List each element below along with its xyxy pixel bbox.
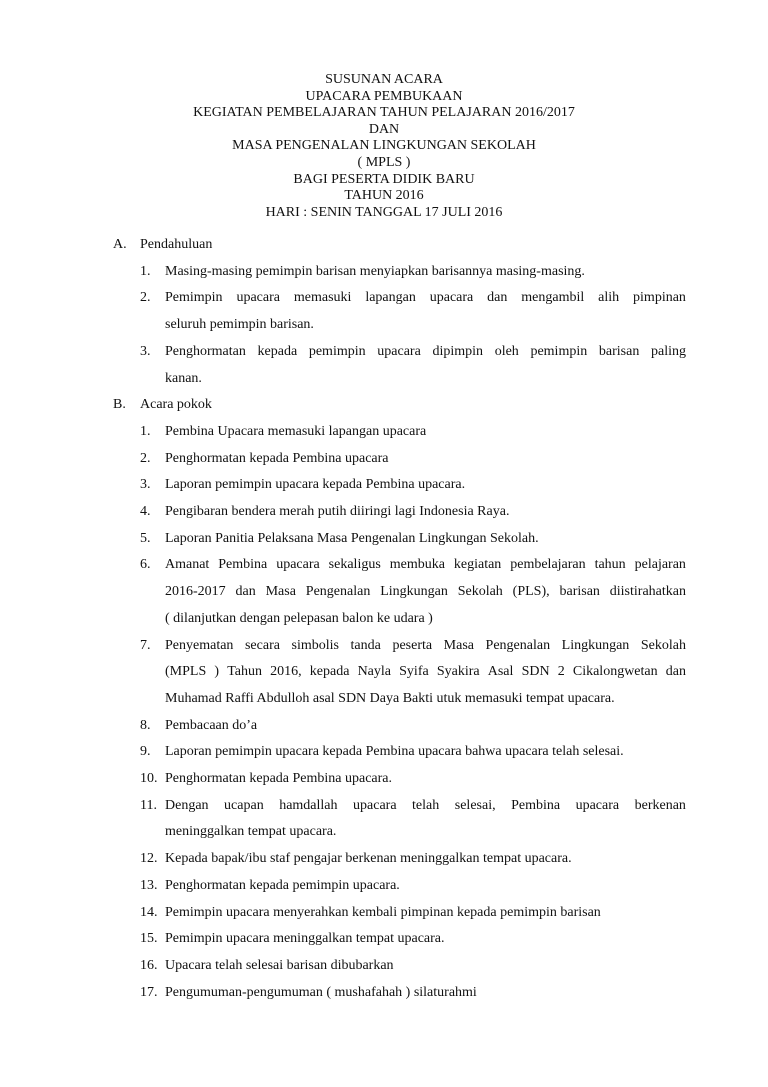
word: dan bbox=[235, 584, 256, 600]
section-letter: B. bbox=[113, 397, 126, 413]
word: upacara bbox=[377, 343, 421, 359]
word: pemimpin bbox=[308, 343, 366, 359]
title-line: UPACARA PEMBUKAAN bbox=[305, 88, 463, 104]
item-text bbox=[165, 472, 686, 499]
word: secara bbox=[244, 637, 280, 653]
item-number: 1. bbox=[140, 263, 151, 279]
item-text bbox=[165, 552, 686, 632]
word: lapangan bbox=[365, 290, 416, 306]
item-line: Penghormatan kepada Pembina upacara bbox=[165, 450, 389, 466]
item-text bbox=[165, 526, 686, 553]
word: kepada bbox=[257, 343, 298, 359]
word: ucapan bbox=[224, 797, 264, 813]
word: upacara bbox=[575, 797, 620, 813]
item-line: Pemimpin upacara meninggalkan tempat upacara. bbox=[165, 931, 445, 947]
item-text bbox=[165, 713, 686, 740]
word: 2016-2017 bbox=[165, 584, 226, 600]
item-number: 6. bbox=[140, 557, 151, 573]
list-item bbox=[113, 926, 686, 953]
list-item bbox=[113, 633, 686, 713]
word: diistirahatkan bbox=[609, 584, 686, 600]
item-line: Pemimpin upacara menyerahkan kembali pimpinan kepada pemimpin barisan bbox=[165, 904, 601, 920]
word: tahun bbox=[594, 557, 626, 573]
item-line bbox=[165, 552, 686, 579]
word: pembelajaran bbox=[510, 557, 586, 573]
word: simbolis bbox=[291, 637, 339, 653]
word: alih bbox=[598, 290, 620, 306]
item-number: 14. bbox=[140, 904, 158, 920]
item-text bbox=[165, 766, 686, 793]
word: Dengan bbox=[165, 797, 209, 813]
item-number: 13. bbox=[140, 877, 158, 893]
item-line bbox=[165, 633, 686, 660]
word: Amanat bbox=[165, 557, 210, 573]
word: Penyematan bbox=[165, 637, 234, 653]
word: Pembina bbox=[218, 557, 268, 573]
word: Syifa bbox=[399, 664, 429, 680]
word: Tahun bbox=[227, 664, 262, 680]
item-number: 16. bbox=[140, 957, 158, 973]
word: upacara bbox=[276, 557, 320, 573]
word: Syakira bbox=[436, 664, 480, 680]
item-text bbox=[165, 980, 686, 1007]
title-line: SUSUNAN ACARA bbox=[325, 72, 443, 87]
item-line: Upacara telah selesai barisan dibubarkan bbox=[165, 957, 394, 973]
item-line bbox=[165, 793, 686, 820]
item-number: 2. bbox=[140, 450, 151, 466]
item-text bbox=[165, 633, 686, 713]
word: Pengenalan bbox=[485, 637, 551, 653]
list-item bbox=[113, 766, 686, 793]
list-item bbox=[113, 419, 686, 446]
section-letter: A. bbox=[113, 237, 127, 252]
word: dan bbox=[665, 664, 686, 680]
word: Nayla bbox=[357, 664, 391, 680]
item-text bbox=[165, 900, 686, 927]
word: pelajaran bbox=[634, 557, 686, 573]
item-number: 10. bbox=[140, 771, 158, 787]
item-line: Pengibaran bendera merah putih diiringi lagi Indonesia Raya. bbox=[165, 504, 510, 520]
word: telah bbox=[412, 797, 440, 813]
word: kepada bbox=[309, 664, 350, 680]
word: selesai, bbox=[454, 797, 496, 813]
item-text bbox=[165, 419, 686, 446]
word: memasuki bbox=[293, 290, 352, 306]
word: Pembina bbox=[511, 797, 561, 813]
word: dan bbox=[487, 290, 508, 306]
section-heading bbox=[113, 392, 686, 419]
item-line bbox=[165, 579, 686, 606]
word: Lingkungan bbox=[561, 637, 630, 653]
word: peserta bbox=[392, 637, 433, 653]
item-number: 7. bbox=[140, 637, 151, 653]
item-line bbox=[165, 659, 686, 686]
item-text bbox=[165, 793, 686, 846]
item-text bbox=[165, 846, 686, 873]
word: kegiatan bbox=[453, 557, 502, 573]
item-line: Laporan pemimpin upacara kepada Pembina upacara. bbox=[165, 477, 466, 493]
word: (MPLS bbox=[165, 664, 207, 680]
item-text bbox=[165, 259, 686, 286]
word: Sekolah bbox=[640, 637, 686, 653]
item-line bbox=[165, 285, 686, 312]
word: berkenan bbox=[634, 797, 686, 813]
word: (PLS), bbox=[512, 584, 550, 600]
word: upacara bbox=[353, 797, 397, 813]
item-number: 12. bbox=[140, 851, 158, 867]
list-item bbox=[113, 793, 686, 846]
word: Lingkungan bbox=[380, 584, 448, 600]
word: dipimpin bbox=[432, 343, 484, 359]
item-line: Pengumuman-pengumuman ( mushafahah ) silaturahmi bbox=[165, 984, 477, 1000]
word: Penghormatan bbox=[165, 343, 246, 359]
list-item bbox=[113, 472, 686, 499]
item-line: Masing-masing pemimpin barisan menyiapkan barisannya masing-masing. bbox=[165, 263, 585, 279]
list-item bbox=[113, 713, 686, 740]
title-line: TAHUN 2016 bbox=[344, 188, 424, 204]
item-number: 11. bbox=[140, 797, 157, 813]
word: mengambil bbox=[521, 290, 585, 306]
item-line: Laporan Panitia Pelaksana Masa Pengenalan Lingkungan Sekolah. bbox=[165, 530, 539, 546]
word: barisan bbox=[598, 343, 640, 359]
word: Asal bbox=[487, 664, 514, 680]
word: upacara bbox=[236, 290, 280, 306]
item-number: 17. bbox=[140, 984, 158, 1000]
word: Pengenalan bbox=[305, 584, 371, 600]
title-line: BAGI PESERTA DIDIK BARU bbox=[293, 171, 475, 187]
item-number: 8. bbox=[140, 717, 151, 733]
item-line: kanan. bbox=[165, 370, 202, 386]
item-line: Pembacaan do’a bbox=[165, 717, 258, 733]
list-item bbox=[113, 499, 686, 526]
word: Pemimpin bbox=[165, 290, 223, 306]
item-number: 2. bbox=[140, 290, 151, 306]
title-line: ( MPLS ) bbox=[357, 154, 411, 170]
list-item bbox=[113, 285, 686, 338]
list-item bbox=[113, 339, 686, 392]
list-item bbox=[113, 980, 686, 1007]
item-number: 1. bbox=[140, 423, 151, 439]
item-text bbox=[165, 285, 686, 338]
item-number: 3. bbox=[140, 477, 151, 493]
word: ) bbox=[214, 664, 220, 680]
word: Masa bbox=[265, 584, 296, 600]
item-line: Penghormatan kepada Pembina upacara. bbox=[165, 771, 393, 787]
list-item bbox=[113, 900, 686, 927]
list-item bbox=[113, 953, 686, 980]
item-text bbox=[165, 339, 686, 392]
item-line: seluruh pemimpin barisan. bbox=[165, 317, 314, 333]
section-title: Acara pokok bbox=[140, 397, 212, 413]
list-item bbox=[113, 873, 686, 900]
item-text bbox=[165, 953, 686, 980]
item-line: Laporan pemimpin upacara kepada Pembina upacara bahwa upacara telah selesai. bbox=[165, 744, 624, 760]
section-title: Pendahuluan bbox=[140, 237, 213, 252]
word: hamdallah bbox=[279, 797, 338, 813]
title-line: HARI : SENIN TANGGAL 17 JULI 2016 bbox=[265, 204, 503, 220]
word: pimpinan bbox=[633, 290, 686, 306]
item-line: Penghormatan kepada pemimpin upacara. bbox=[165, 877, 400, 893]
item-text bbox=[165, 926, 686, 953]
title-line: DAN bbox=[368, 121, 400, 137]
title-line: KEGIATAN PEMBELAJARAN TAHUN PELAJARAN 2016/2017 bbox=[193, 105, 575, 121]
item-number: 15. bbox=[140, 931, 158, 947]
word: membuka bbox=[389, 557, 445, 573]
list-item bbox=[113, 526, 686, 553]
list-item bbox=[113, 552, 686, 632]
item-line bbox=[165, 339, 686, 366]
word: Cikalongwetan bbox=[572, 664, 658, 680]
item-number: 3. bbox=[140, 343, 151, 359]
word: Masa bbox=[443, 637, 474, 653]
word: barisan bbox=[559, 584, 600, 600]
title-line: MASA PENGENALAN LINGKUNGAN SEKOLAH bbox=[232, 138, 536, 154]
list-item bbox=[113, 739, 686, 766]
word: paling bbox=[650, 343, 686, 359]
word: tanda bbox=[350, 637, 381, 653]
item-number: 5. bbox=[140, 530, 151, 546]
word: Sekolah bbox=[457, 584, 503, 600]
item-number: 4. bbox=[140, 504, 151, 520]
word: upacara bbox=[429, 290, 474, 306]
section-heading bbox=[113, 232, 686, 259]
word: pemimpin bbox=[530, 343, 588, 359]
item-text bbox=[165, 446, 686, 473]
item-number: 9. bbox=[140, 744, 151, 760]
item-text bbox=[165, 739, 686, 766]
item-line: Kepada bapak/ibu staf pengajar berkenan meninggalkan tempat upacara. bbox=[165, 851, 572, 867]
word: oleh bbox=[494, 343, 519, 359]
word: sekaligus bbox=[328, 557, 381, 573]
document-title bbox=[0, 72, 768, 221]
word: SDN bbox=[521, 664, 550, 680]
item-line: ( dilanjutkan dengan pelepasan balon ke udara ) bbox=[165, 610, 433, 626]
list-item bbox=[113, 446, 686, 473]
item-line: Muhamad Raffi Abdulloh asal SDN Daya Bakti utuk memasuki tempat upacara. bbox=[165, 690, 615, 706]
word: 2016, bbox=[270, 664, 302, 680]
word: 2 bbox=[557, 664, 565, 680]
list-item bbox=[113, 259, 686, 286]
item-line: meninggalkan tempat upacara. bbox=[165, 824, 337, 840]
item-text bbox=[165, 499, 686, 526]
list-item bbox=[113, 846, 686, 873]
item-line: Pembina Upacara memasuki lapangan upacara bbox=[165, 423, 427, 439]
agenda-sections bbox=[113, 232, 686, 1006]
item-text bbox=[165, 873, 686, 900]
